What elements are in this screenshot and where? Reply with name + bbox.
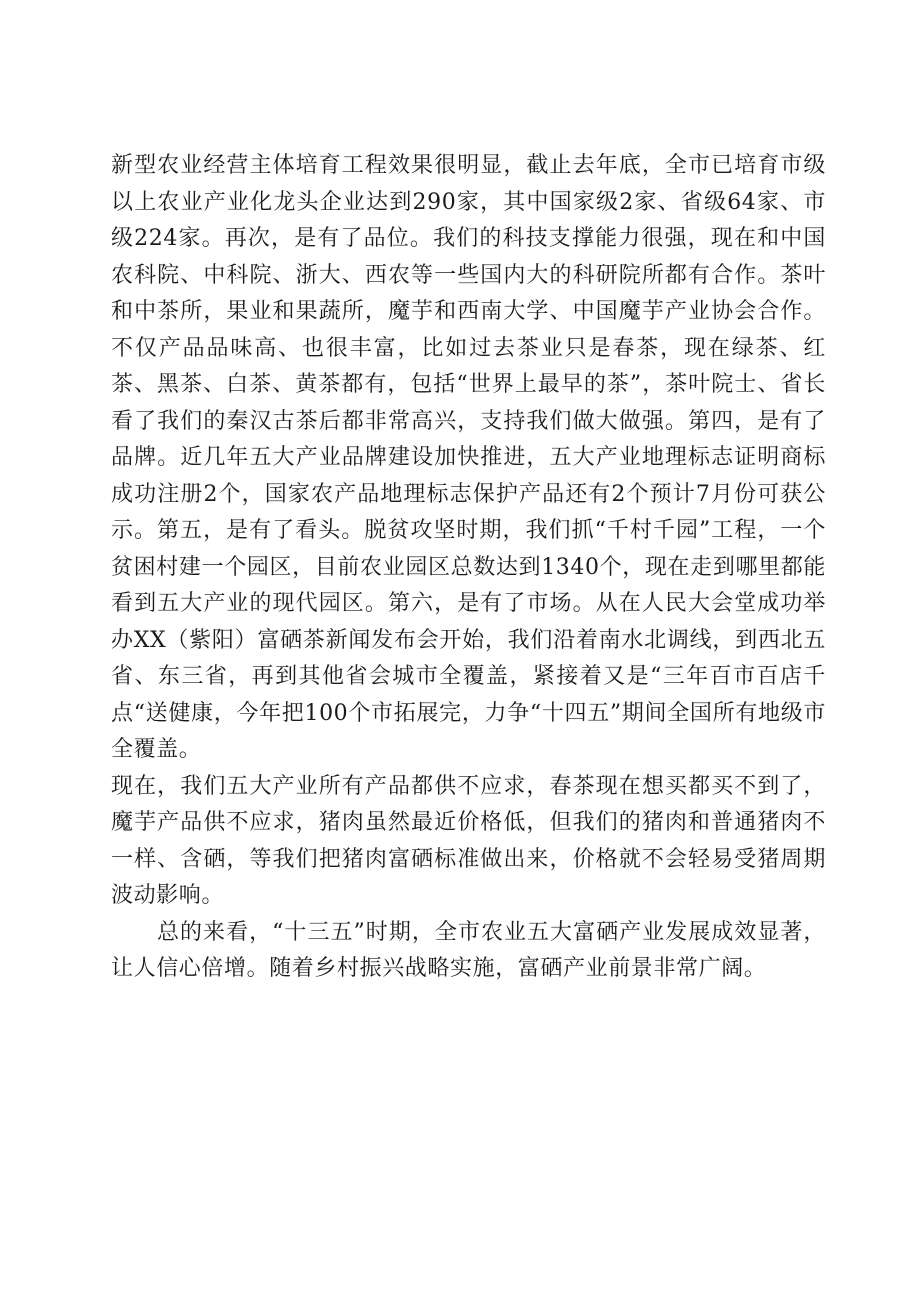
paragraph-achievements: 新型农业经营主体培育工程效果很明显，截止去年底，全市已培育市级以上农业产业化龙头企业达到290家，其中国家级2家、省级64家、市级224家。再次，是有了品位。我们的科技支撑能力很强，现在和中国农科院、中科院、浙大、西农等一些国内大的科研院所都有合作。茶叶和中茶所，果业和果蔬所，魔芋和西南大学、中国魔芋产业协会合作。不仅产品品味高、也很丰富，比如过去茶业只是春茶，现在绿茶、红茶、黑茶、白茶、黄茶都有，包括“世界上最早的茶”，茶叶院士、省长看了我们的秦汉古茶后都非常高兴，支持我们做大做强。第四，是有了品牌。近几年五大产业品牌建设加快推进，五大产业地理标志证明商标成功注册2个，国家农产品地理标志保护产品还有2个预计7月份可获公示。第五，是有了看头。脱贫攻坚时期，我们抓“千村千园”工程，一个贫困村建一个园区，目前农业园区总数达到1340个，现在走到哪里都能看到五大产业的现代园区。第六，是有了市场。从在人民大会堂成功举办XX（紫阳）富硒茶新闻发布会开始，我们沿着南水北调线，到西北五省、东三省，再到其他省会城市全覆盖，紧接着又是“三年百市百店千点“送健康，今年把100个市拓展完，力争“十四五”期间全国所有地级市全覆盖。 [111,153,826,762]
paragraph-summary: 总的来看，“十三五”时期，全市农业五大富硒产业发展成效显著，让人信心倍增。随着乡村振兴战略实施，富硒产业前景非常广阔。 [111,919,826,981]
document-body [111,148,826,988]
paragraph-market-demand: 现在，我们五大产业所有产品都供不应求，春茶现在想买都买不到了，魔芋产品供不应求，猪肉虽然最近价格低，但我们的猪肉和普通猪肉不一样、含硒，等我们把猪肉富硒标准做出来，价格就不会轻易受猪周期波动影响。 [111,773,826,908]
